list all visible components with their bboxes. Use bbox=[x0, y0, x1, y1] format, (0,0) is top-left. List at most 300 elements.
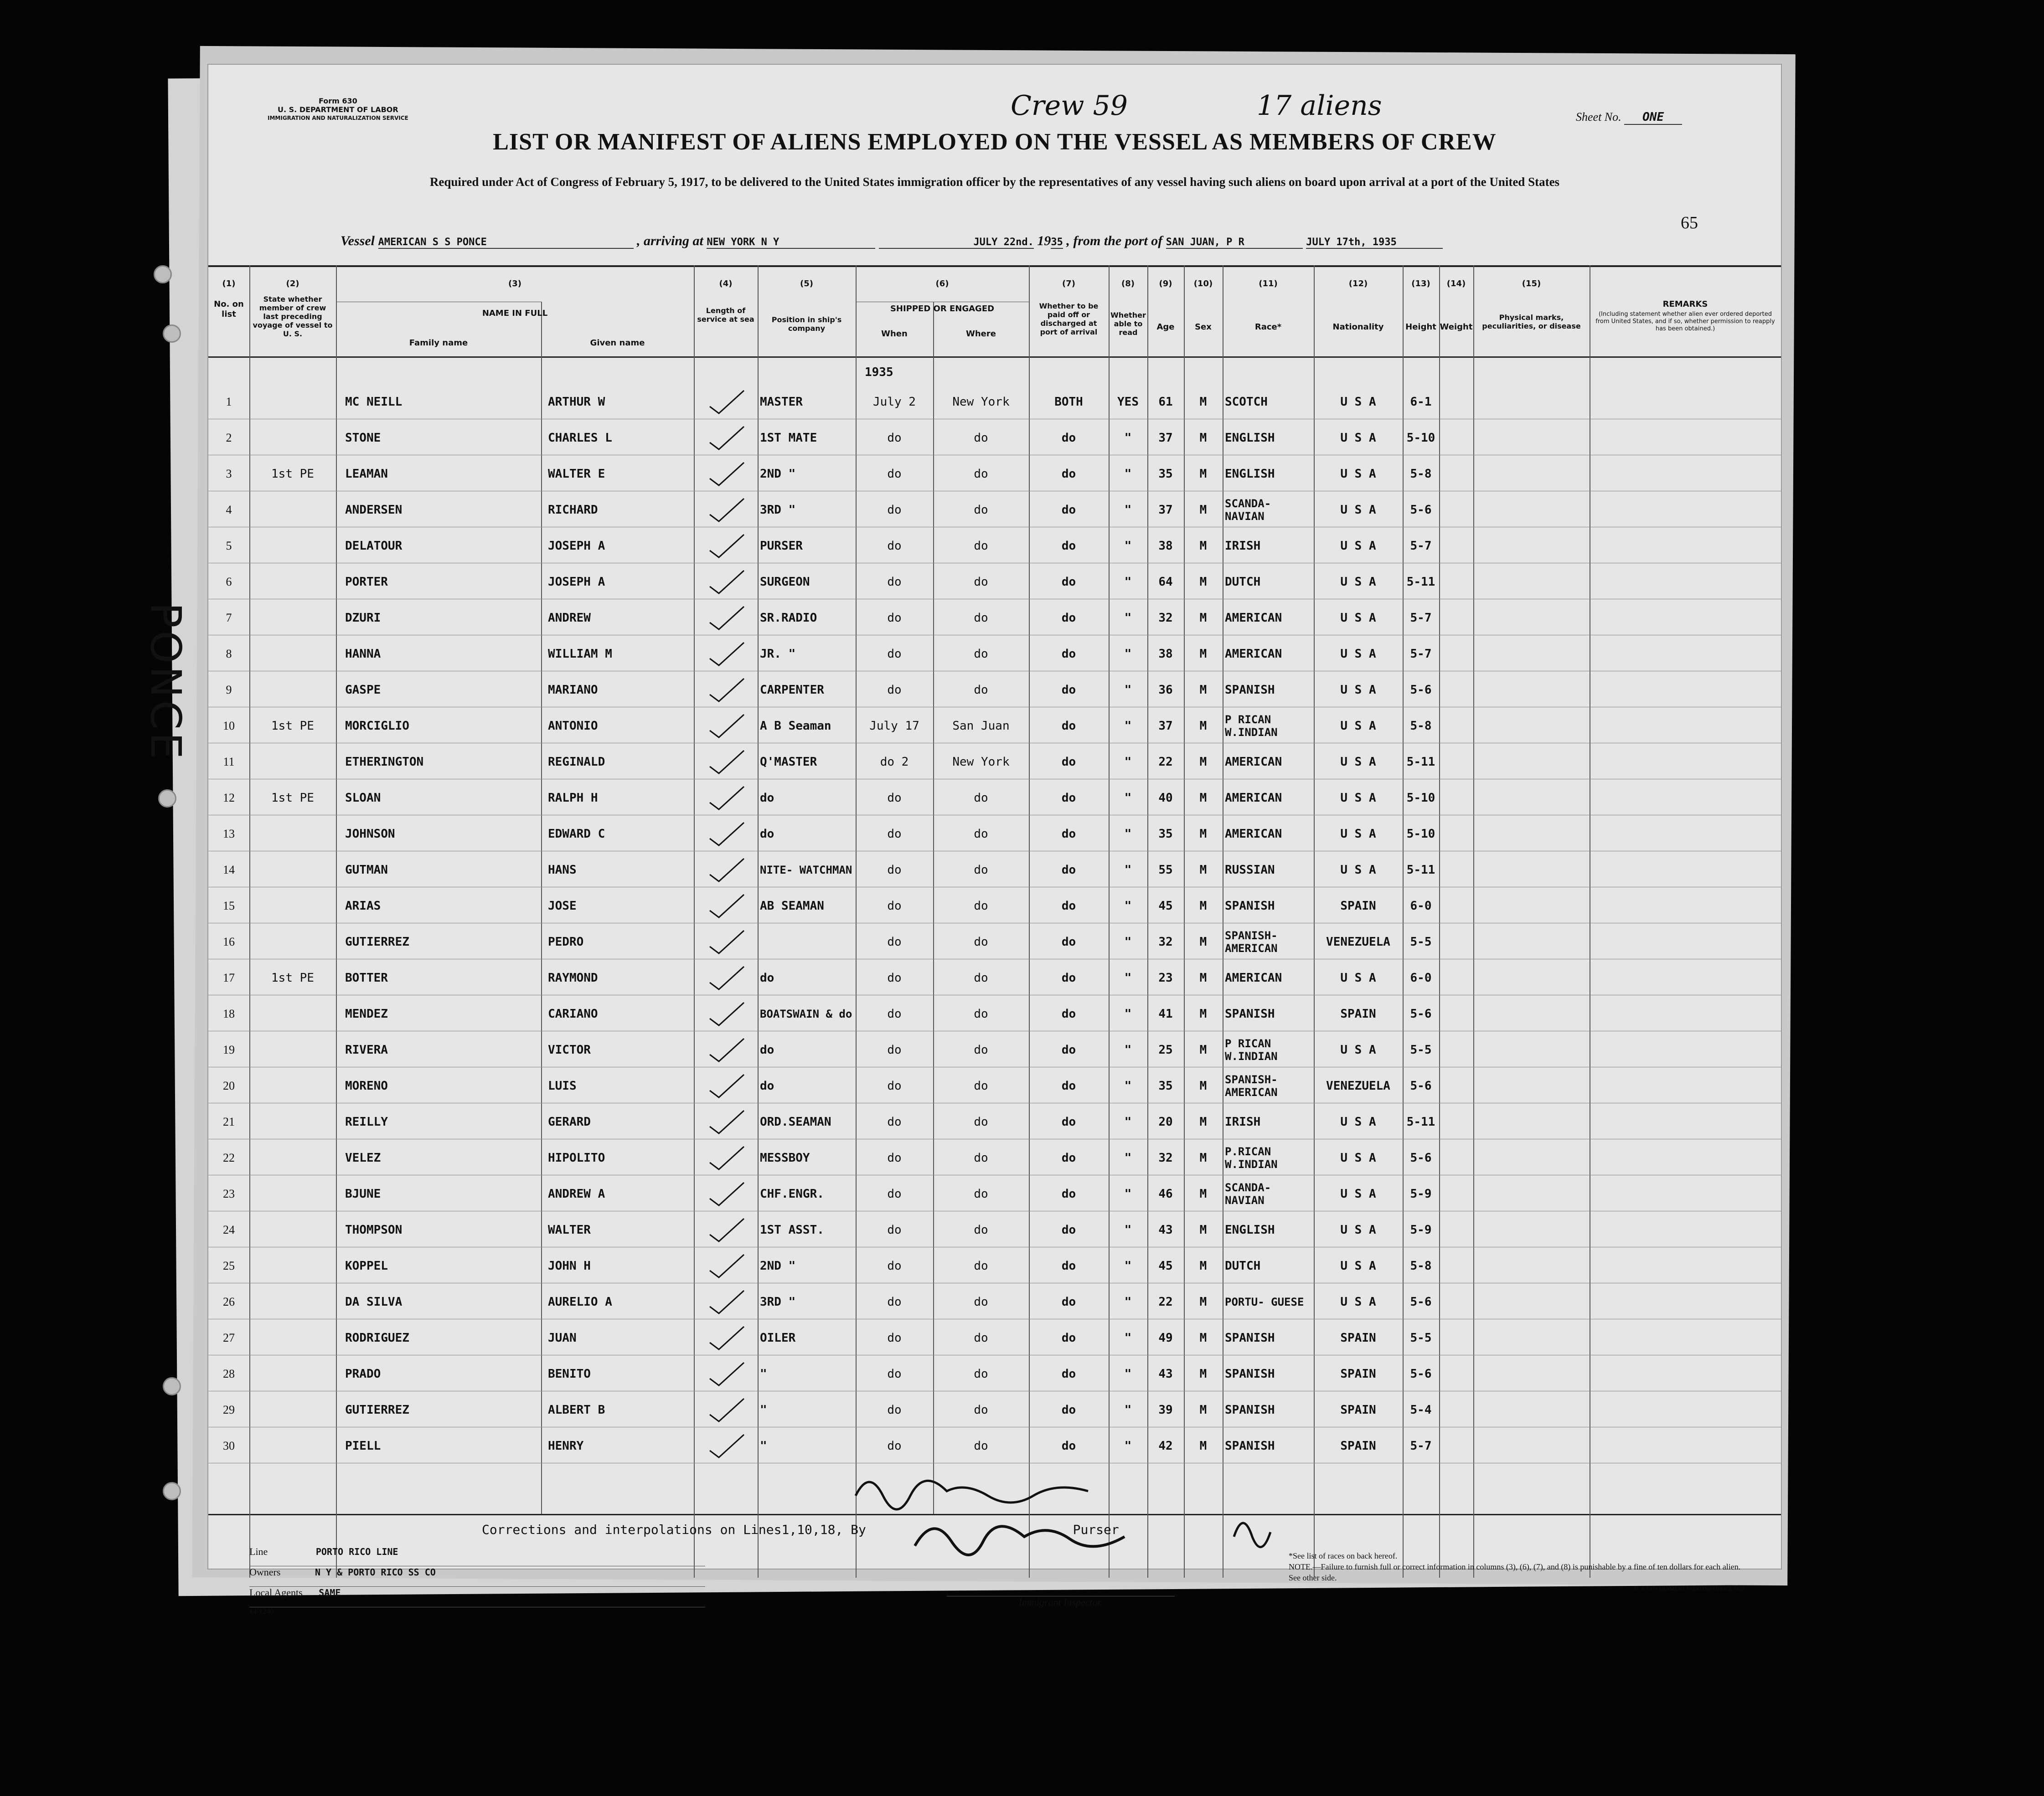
cell-prev bbox=[249, 564, 336, 600]
where-value: do bbox=[974, 431, 988, 445]
cell-paid bbox=[1029, 744, 1109, 780]
cell-when bbox=[856, 384, 933, 420]
when-value: do bbox=[887, 935, 902, 949]
where-value: do bbox=[974, 1151, 988, 1165]
no-value: 23 bbox=[223, 1187, 235, 1200]
when-value: do bbox=[887, 863, 902, 877]
cell-height bbox=[1403, 1320, 1439, 1356]
height-value: 5-10 bbox=[1406, 431, 1435, 445]
family-value: RIVERA bbox=[345, 1043, 388, 1057]
cell-given bbox=[548, 564, 694, 600]
shipped-year: 1935 bbox=[865, 365, 893, 379]
where-value: do bbox=[974, 971, 988, 985]
cell-paid bbox=[1029, 636, 1109, 672]
cell-age bbox=[1147, 636, 1184, 672]
cell-sex bbox=[1184, 1032, 1223, 1068]
read-value: " bbox=[1124, 1295, 1132, 1309]
header-paid-off: Whether to be paid off or discharged at port of arrival bbox=[1039, 302, 1099, 336]
col-num: (3) bbox=[508, 279, 521, 288]
age-value: 32 bbox=[1158, 611, 1173, 625]
header-able-read: Whether able to read bbox=[1110, 311, 1146, 337]
no-value: 28 bbox=[223, 1367, 235, 1380]
read-value: " bbox=[1124, 1403, 1132, 1417]
cell-when bbox=[856, 960, 933, 996]
penalty-note: NOTE.—Failure to furnish full or correct information in columns (3), (6), (7), and (8) is punishable by a fine of ten dollars for each alien. See other side. bbox=[1289, 1562, 1741, 1582]
cell-no bbox=[208, 888, 249, 924]
when-value: do bbox=[887, 683, 902, 697]
cell-read bbox=[1109, 420, 1147, 456]
family-value: GUTIERREZ bbox=[345, 1403, 409, 1417]
table-row bbox=[208, 600, 1781, 636]
nat-value: U S A bbox=[1340, 791, 1376, 805]
no-value: 9 bbox=[226, 683, 232, 696]
cell-when bbox=[856, 1176, 933, 1212]
where-value: do bbox=[974, 611, 988, 625]
family-value: DZURI bbox=[345, 611, 381, 625]
family-value: ETHERINGTON bbox=[345, 755, 424, 769]
given-value: HENRY bbox=[548, 1439, 584, 1453]
when-value: do bbox=[887, 1115, 902, 1129]
height-value: 5-4 bbox=[1410, 1403, 1432, 1417]
sex-value: M bbox=[1199, 1331, 1207, 1345]
cell-where bbox=[933, 960, 1029, 996]
no-value: 14 bbox=[223, 863, 235, 876]
family-value: JOHNSON bbox=[345, 827, 395, 841]
cell-given bbox=[548, 852, 694, 888]
position-value: 1ST MATE bbox=[760, 431, 817, 445]
header-given-name: Given name bbox=[590, 338, 645, 348]
height-value: 5-6 bbox=[1410, 1295, 1432, 1309]
checkmark-icon bbox=[694, 1032, 758, 1068]
position-value: ORD.SEAMAN bbox=[760, 1115, 831, 1129]
table-row bbox=[208, 384, 1781, 420]
arrival-year: 35 bbox=[1051, 237, 1063, 248]
read-value: " bbox=[1124, 719, 1132, 733]
table-row bbox=[208, 1428, 1781, 1464]
cell-race bbox=[1225, 600, 1314, 636]
no-value: 5 bbox=[226, 539, 232, 552]
cell-sex bbox=[1184, 456, 1223, 492]
no-value: 11 bbox=[223, 755, 235, 768]
cell-no bbox=[208, 744, 249, 780]
cell-sex bbox=[1184, 744, 1223, 780]
checkmark-icon bbox=[694, 852, 758, 888]
cell-position bbox=[760, 1320, 856, 1356]
cell-sex bbox=[1184, 1320, 1223, 1356]
initials-mark bbox=[1234, 1523, 1270, 1547]
checkmark-icon bbox=[694, 492, 758, 528]
cell-prev bbox=[249, 996, 336, 1032]
cell-position bbox=[760, 1428, 856, 1464]
cell-when bbox=[856, 564, 933, 600]
when-value: do bbox=[887, 1331, 902, 1345]
sex-value: M bbox=[1199, 719, 1207, 733]
height-value: 5-8 bbox=[1410, 719, 1432, 733]
table-row bbox=[208, 888, 1781, 924]
cell-read bbox=[1109, 1104, 1147, 1140]
cell-no bbox=[208, 636, 249, 672]
cell-sex bbox=[1184, 600, 1223, 636]
paid-value: do bbox=[1061, 1223, 1076, 1237]
cell-no bbox=[208, 600, 249, 636]
sex-value: M bbox=[1199, 683, 1207, 697]
table-row bbox=[208, 420, 1781, 456]
cell-race bbox=[1225, 1356, 1314, 1392]
no-value: 13 bbox=[223, 827, 235, 840]
cell-sex bbox=[1184, 1248, 1223, 1284]
sheet-number-field bbox=[1576, 110, 1682, 124]
sex-value: M bbox=[1199, 971, 1207, 985]
where-value: do bbox=[974, 899, 988, 913]
voyage-line bbox=[341, 233, 1443, 249]
table-row bbox=[208, 1248, 1781, 1284]
cell-nat bbox=[1314, 1356, 1403, 1392]
cell-when bbox=[856, 1212, 933, 1248]
race-value: SPANISH bbox=[1225, 683, 1275, 697]
cell-where bbox=[933, 816, 1029, 852]
header-length-service: Length of service at sea bbox=[697, 306, 754, 324]
nat-value: SPAIN bbox=[1340, 1403, 1376, 1417]
cell-read bbox=[1109, 528, 1147, 564]
cell-nat bbox=[1314, 1032, 1403, 1068]
cell-no bbox=[208, 672, 249, 708]
given-value: RALPH H bbox=[548, 791, 598, 805]
cell-position bbox=[760, 564, 856, 600]
age-value: 39 bbox=[1158, 1403, 1173, 1417]
age-value: 38 bbox=[1158, 647, 1173, 661]
position-value: do bbox=[760, 791, 774, 805]
col-num: (10) bbox=[1193, 279, 1213, 288]
race-value: ENGLISH bbox=[1225, 1223, 1275, 1237]
cell-height bbox=[1403, 384, 1439, 420]
read-value: " bbox=[1124, 1187, 1132, 1201]
agents-label: Local Agents bbox=[249, 1587, 303, 1598]
cell-given bbox=[548, 528, 694, 564]
height-value: 5-6 bbox=[1410, 1151, 1432, 1165]
checkmark-icon bbox=[694, 924, 758, 960]
department: U. S. DEPARTMENT OF LABOR bbox=[278, 105, 398, 114]
page-number: 65 bbox=[1681, 213, 1698, 232]
line-field bbox=[249, 1546, 705, 1566]
cell-prev bbox=[249, 1140, 336, 1176]
cell-read bbox=[1109, 852, 1147, 888]
cell-height bbox=[1403, 1032, 1439, 1068]
cell-age bbox=[1147, 600, 1184, 636]
cell-race bbox=[1225, 1320, 1314, 1356]
given-value: MARIANO bbox=[548, 683, 598, 697]
sex-value: M bbox=[1199, 395, 1207, 409]
position-value: do bbox=[760, 971, 774, 985]
table-row bbox=[208, 960, 1781, 996]
where-value: New York bbox=[952, 755, 1010, 769]
cell-family bbox=[345, 816, 541, 852]
sex-value: M bbox=[1199, 1259, 1207, 1273]
cell-paid bbox=[1029, 960, 1109, 996]
cell-race bbox=[1225, 708, 1314, 744]
age-value: 61 bbox=[1158, 395, 1173, 409]
where-value: do bbox=[974, 827, 988, 841]
cell-given bbox=[548, 1104, 694, 1140]
cell-sex bbox=[1184, 1428, 1223, 1464]
height-value: 5-10 bbox=[1406, 827, 1435, 841]
position-value: MASTER bbox=[760, 395, 803, 409]
given-value: VICTOR bbox=[548, 1043, 591, 1057]
cell-position bbox=[760, 1392, 856, 1428]
cell-height bbox=[1403, 600, 1439, 636]
cell-height bbox=[1403, 1356, 1439, 1392]
cell-where bbox=[933, 492, 1029, 528]
cell-when bbox=[856, 1428, 933, 1464]
nat-value: U S A bbox=[1340, 647, 1376, 661]
table-row bbox=[208, 1392, 1781, 1428]
race-value: PORTU- GUESE bbox=[1225, 1295, 1304, 1308]
cell-paid bbox=[1029, 1176, 1109, 1212]
cell-no bbox=[208, 1176, 249, 1212]
read-value: " bbox=[1124, 791, 1132, 805]
cell-age bbox=[1147, 456, 1184, 492]
position-value: " bbox=[760, 1403, 767, 1417]
cell-read bbox=[1109, 996, 1147, 1032]
table-row bbox=[208, 924, 1781, 960]
where-value: do bbox=[974, 1259, 988, 1273]
given-value: WALTER E bbox=[548, 467, 605, 481]
line-label: Line bbox=[249, 1546, 268, 1557]
family-value: BOTTER bbox=[345, 971, 388, 985]
cell-where bbox=[933, 1068, 1029, 1104]
age-value: 20 bbox=[1158, 1115, 1173, 1129]
cell-prev bbox=[249, 1428, 336, 1464]
cell-given bbox=[548, 744, 694, 780]
cell-position bbox=[760, 672, 856, 708]
header-remarks-note: (Including statement whether alien ever ordered deported from United States, and if so, whether permission to reapply has been obtained.) bbox=[1595, 311, 1775, 332]
cell-given bbox=[548, 1284, 694, 1320]
table-row bbox=[208, 672, 1781, 708]
age-value: 38 bbox=[1158, 539, 1173, 553]
cell-sex bbox=[1184, 960, 1223, 996]
position-value: CHF.ENGR. bbox=[760, 1187, 824, 1201]
family-value: PIELL bbox=[345, 1439, 381, 1453]
cell-given bbox=[548, 708, 694, 744]
age-value: 35 bbox=[1158, 1079, 1173, 1093]
family-value: GUTIERREZ bbox=[345, 935, 409, 949]
cell-read bbox=[1109, 1428, 1147, 1464]
table-row bbox=[208, 564, 1781, 600]
when-value: do bbox=[887, 1295, 902, 1309]
age-value: 42 bbox=[1158, 1439, 1173, 1453]
cell-age bbox=[1147, 780, 1184, 816]
position-value: do bbox=[760, 1043, 774, 1057]
nat-value: SPAIN bbox=[1340, 1331, 1376, 1345]
footer-block bbox=[249, 1546, 705, 1616]
race-value: ENGLISH bbox=[1225, 431, 1275, 445]
cell-sex bbox=[1184, 1068, 1223, 1104]
nat-value: U S A bbox=[1340, 1043, 1376, 1057]
cell-sex bbox=[1184, 672, 1223, 708]
checkmark-icon bbox=[694, 1068, 758, 1104]
cell-nat bbox=[1314, 996, 1403, 1032]
sex-value: M bbox=[1199, 1403, 1207, 1417]
cell-read bbox=[1109, 564, 1147, 600]
sex-value: M bbox=[1199, 755, 1207, 769]
cell-age bbox=[1147, 1104, 1184, 1140]
cell-when bbox=[856, 1320, 933, 1356]
checkmark-icon bbox=[694, 1176, 758, 1212]
cell-family bbox=[345, 564, 541, 600]
cell-sex bbox=[1184, 420, 1223, 456]
cell-race bbox=[1225, 1428, 1314, 1464]
cell-when bbox=[856, 600, 933, 636]
race-value: SCANDA- NAVIAN bbox=[1225, 497, 1271, 523]
height-value: 5-11 bbox=[1406, 863, 1435, 877]
checkmark-icon bbox=[694, 636, 758, 672]
cell-where bbox=[933, 1356, 1029, 1392]
where-value: do bbox=[974, 1439, 988, 1453]
cell-where bbox=[933, 1212, 1029, 1248]
race-value: AMERICAN bbox=[1225, 827, 1282, 841]
col-num: (14) bbox=[1446, 279, 1466, 288]
age-value: 22 bbox=[1158, 755, 1173, 769]
given-value: CHARLES L bbox=[548, 431, 612, 445]
cell-prev bbox=[249, 636, 336, 672]
cell-given bbox=[548, 384, 694, 420]
cell-where bbox=[933, 528, 1029, 564]
header-name-in-full: NAME IN FULL bbox=[482, 309, 548, 318]
arriving-label: , arriving at bbox=[637, 233, 703, 248]
cell-height bbox=[1403, 636, 1439, 672]
cell-age bbox=[1147, 1176, 1184, 1212]
cell-paid bbox=[1029, 852, 1109, 888]
cell-nat bbox=[1314, 1212, 1403, 1248]
nat-value: U S A bbox=[1340, 1187, 1376, 1201]
cell-given bbox=[548, 1176, 694, 1212]
given-value: JOHN H bbox=[548, 1259, 591, 1273]
checkmark-icon bbox=[694, 780, 758, 816]
cell-position bbox=[760, 708, 856, 744]
age-value: 32 bbox=[1158, 935, 1173, 949]
cell-paid bbox=[1029, 816, 1109, 852]
position-value: do bbox=[760, 1079, 774, 1093]
family-value: GUTMAN bbox=[345, 863, 388, 877]
cell-age bbox=[1147, 1248, 1184, 1284]
position-value: MESSBOY bbox=[760, 1151, 810, 1165]
checkmark-icon bbox=[694, 420, 758, 456]
no-value: 24 bbox=[223, 1223, 235, 1236]
paid-value: do bbox=[1061, 1115, 1076, 1129]
nat-value: U S A bbox=[1340, 683, 1376, 697]
when-value: do bbox=[887, 1043, 902, 1057]
cell-position bbox=[760, 924, 856, 960]
no-value: 2 bbox=[226, 431, 232, 444]
race-value: P RICAN W.INDIAN bbox=[1225, 713, 1278, 739]
cell-sex bbox=[1184, 1212, 1223, 1248]
given-value: EDWARD C bbox=[548, 827, 605, 841]
where-value: do bbox=[974, 467, 988, 481]
cell-height bbox=[1403, 1176, 1439, 1212]
cell-family bbox=[345, 1104, 541, 1140]
cell-family bbox=[345, 744, 541, 780]
cell-when bbox=[856, 1392, 933, 1428]
col-num: (9) bbox=[1159, 279, 1172, 288]
agents-form-number: 14-1240 bbox=[249, 1608, 274, 1616]
given-value: JOSEPH A bbox=[548, 539, 605, 553]
given-value: ANDREW bbox=[548, 611, 591, 625]
nat-value: U S A bbox=[1340, 719, 1376, 733]
cell-read bbox=[1109, 636, 1147, 672]
checkmark-icon bbox=[694, 672, 758, 708]
height-value: 5-6 bbox=[1410, 683, 1432, 697]
cell-paid bbox=[1029, 420, 1109, 456]
cell-read bbox=[1109, 1212, 1147, 1248]
no-value: 27 bbox=[223, 1331, 235, 1344]
cell-prev bbox=[249, 384, 336, 420]
age-value: 64 bbox=[1158, 575, 1173, 589]
cell-race bbox=[1225, 960, 1314, 996]
cell-age bbox=[1147, 996, 1184, 1032]
position-value: JR. " bbox=[760, 647, 796, 661]
cell-no bbox=[208, 816, 249, 852]
read-value: " bbox=[1124, 503, 1132, 517]
no-value: 30 bbox=[223, 1439, 235, 1452]
header-family-name: Family name bbox=[409, 338, 468, 348]
cell-family bbox=[345, 384, 541, 420]
cell-paid bbox=[1029, 1140, 1109, 1176]
family-value: LEAMAN bbox=[345, 467, 388, 481]
cell-sex bbox=[1184, 492, 1223, 528]
checkmark-icon bbox=[694, 1140, 758, 1176]
cell-position bbox=[760, 780, 856, 816]
when-value: do bbox=[887, 1079, 902, 1093]
cell-age bbox=[1147, 384, 1184, 420]
cell-read bbox=[1109, 456, 1147, 492]
race-value: DUTCH bbox=[1225, 575, 1261, 589]
col-num: (15) bbox=[1522, 279, 1541, 288]
age-value: 46 bbox=[1158, 1187, 1173, 1201]
paid-value: do bbox=[1061, 719, 1076, 733]
cell-sex bbox=[1184, 1176, 1223, 1212]
cell-position bbox=[760, 384, 856, 420]
family-value: ANDERSEN bbox=[345, 503, 403, 517]
form-header-block bbox=[268, 97, 408, 123]
read-value: " bbox=[1124, 467, 1132, 481]
sex-value: M bbox=[1199, 1223, 1207, 1237]
cell-sex bbox=[1184, 708, 1223, 744]
cell-no bbox=[208, 1212, 249, 1248]
race-value: SCANDA- NAVIAN bbox=[1225, 1181, 1271, 1207]
races-note: *See list of races on back hereof. bbox=[1289, 1551, 1398, 1560]
position-value: A B Seaman bbox=[760, 719, 831, 733]
cell-prev bbox=[249, 1356, 336, 1392]
read-value: " bbox=[1124, 899, 1132, 913]
cell-height bbox=[1403, 1428, 1439, 1464]
cell-family bbox=[345, 636, 541, 672]
cell-nat bbox=[1314, 1320, 1403, 1356]
race-value: SPANISH bbox=[1225, 899, 1275, 913]
sheet-label: Sheet No. bbox=[1576, 110, 1621, 124]
cell-nat bbox=[1314, 1176, 1403, 1212]
sex-value: M bbox=[1199, 1439, 1207, 1453]
checkmark-icon bbox=[694, 1248, 758, 1284]
family-value: PRADO bbox=[345, 1367, 381, 1381]
nat-value: U S A bbox=[1340, 863, 1376, 877]
position-value: SURGEON bbox=[760, 575, 810, 589]
cell-family bbox=[345, 924, 541, 960]
cell-race bbox=[1225, 1140, 1314, 1176]
checkmark-icon bbox=[694, 816, 758, 852]
cell-nat bbox=[1314, 1140, 1403, 1176]
height-value: 5-7 bbox=[1410, 539, 1432, 553]
age-value: 40 bbox=[1158, 791, 1173, 805]
cell-nat bbox=[1314, 1428, 1403, 1464]
